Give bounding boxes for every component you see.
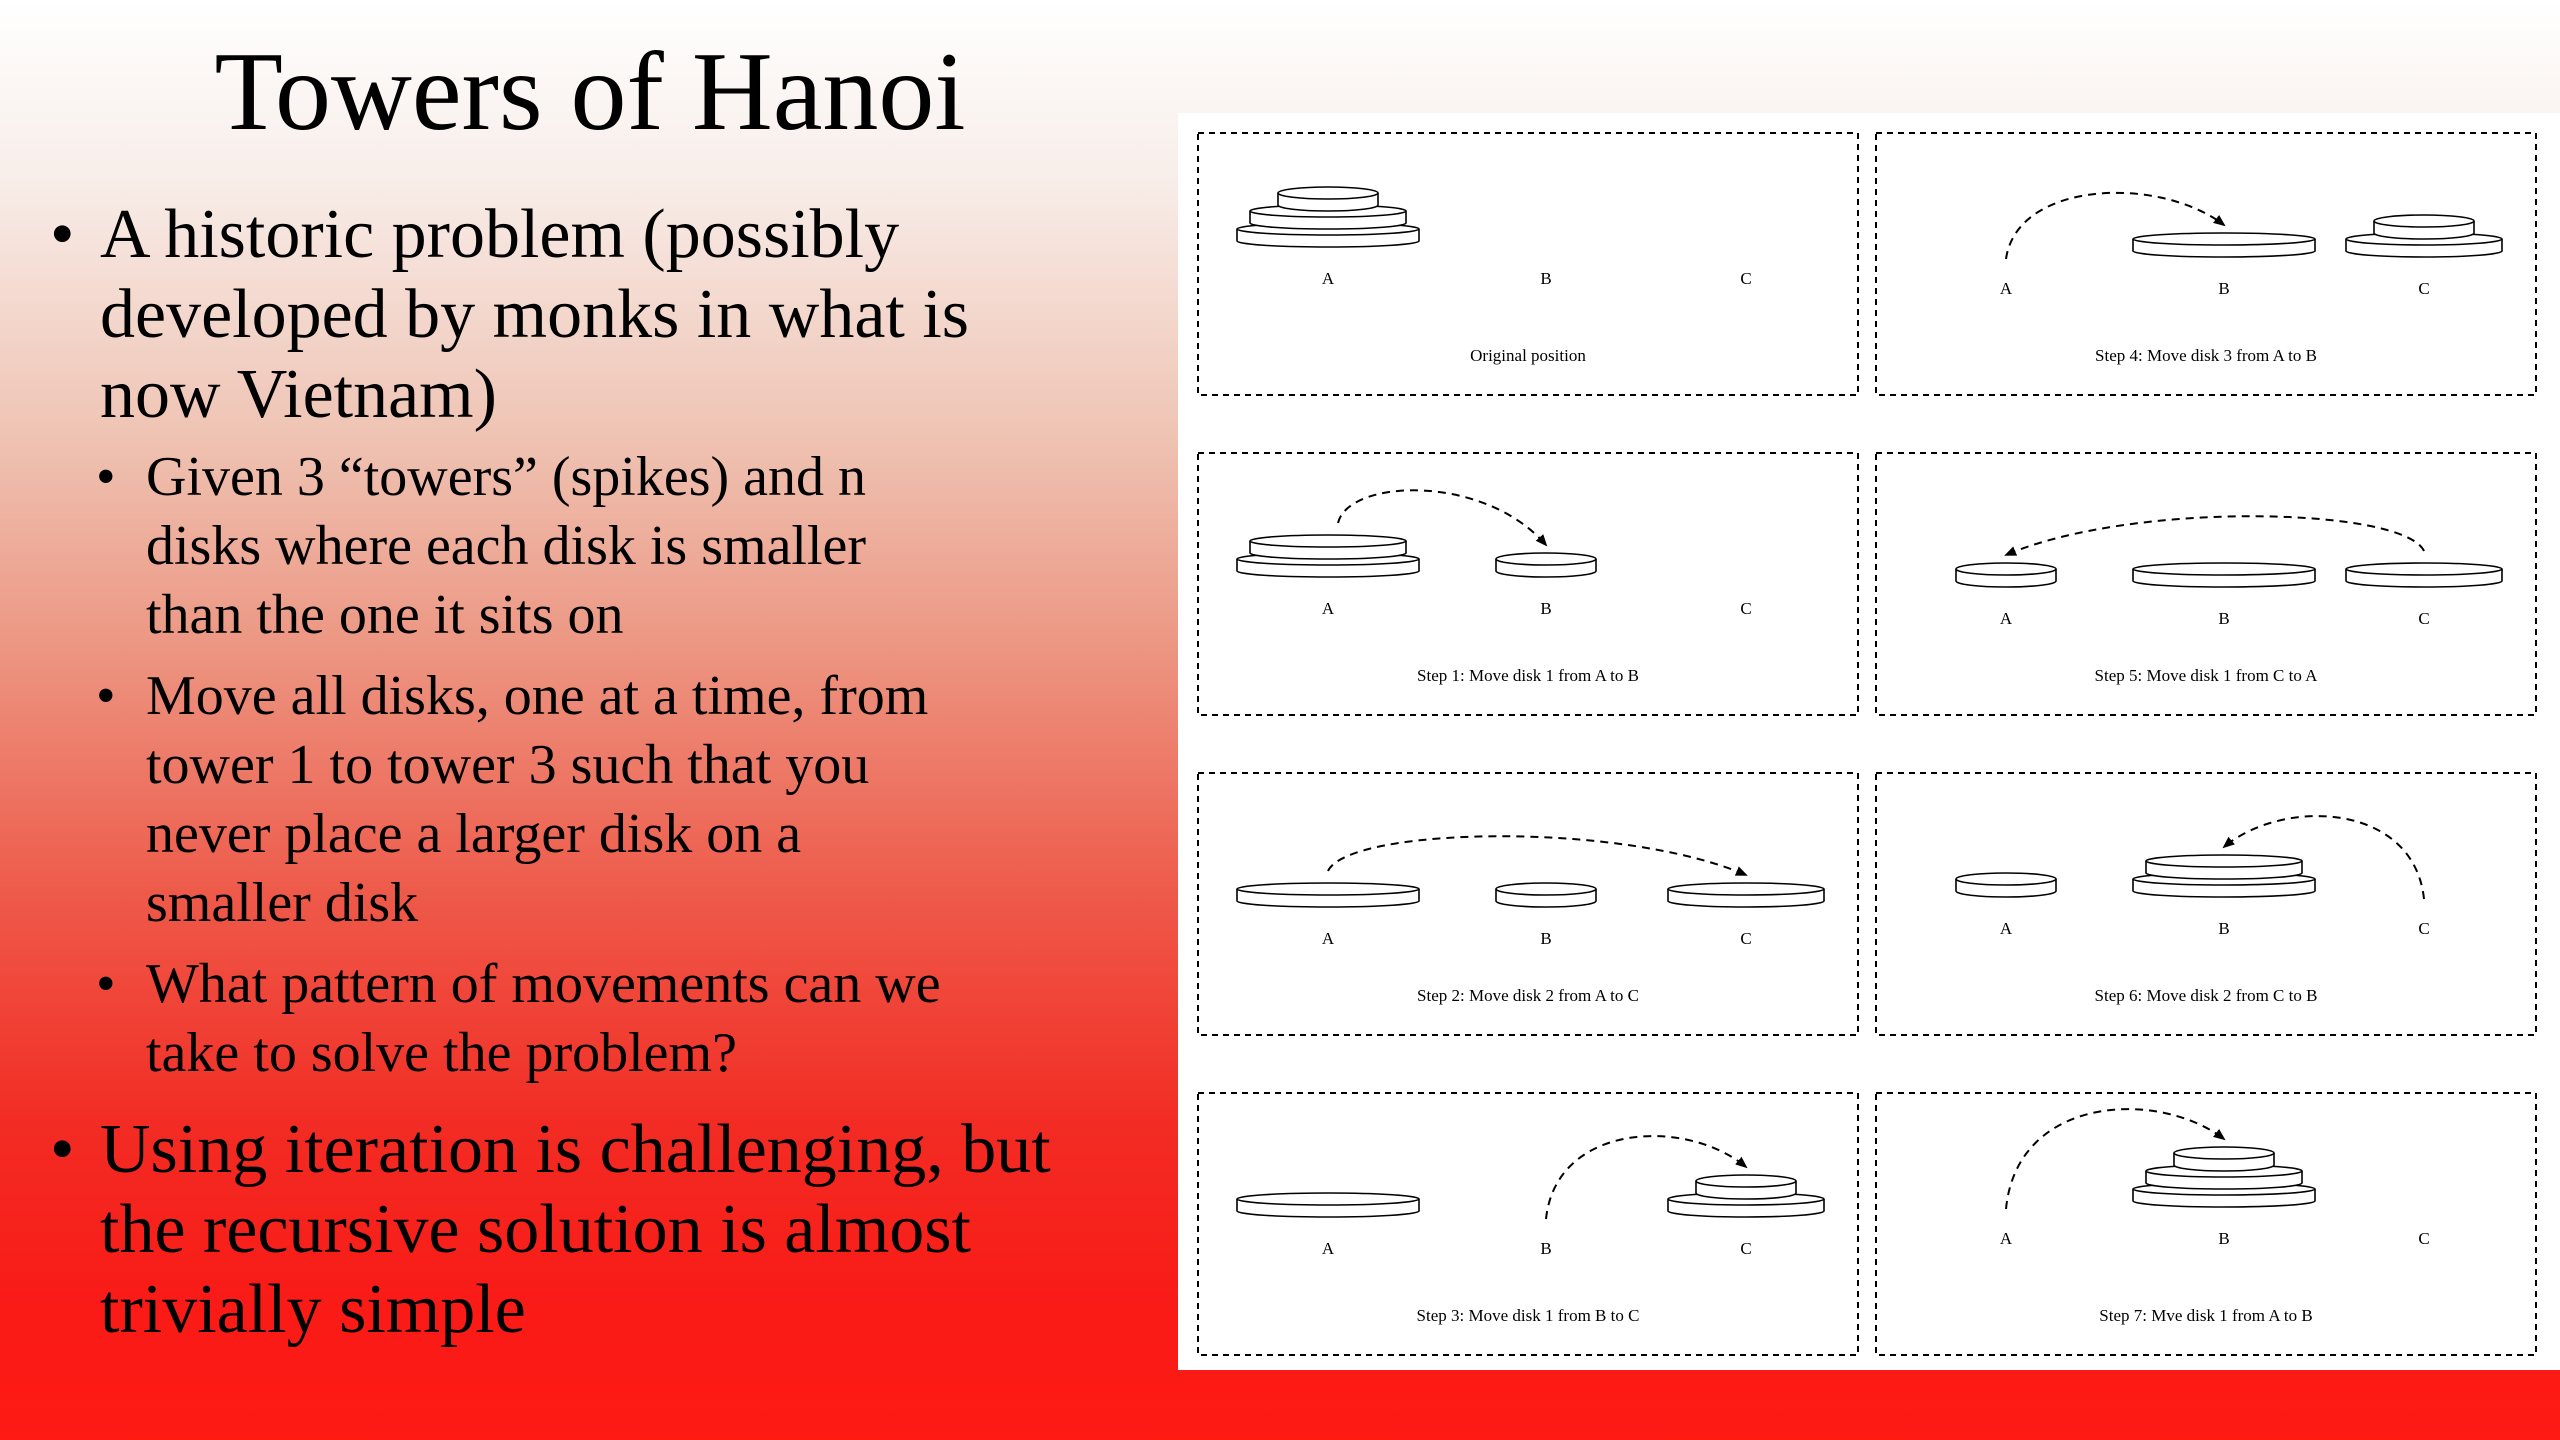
bullet-dot: •: [50, 1111, 75, 1188]
slide-title: Towers of Hanoi: [214, 30, 966, 154]
disk-top: [2133, 233, 2315, 245]
bullet-history: [50, 195, 1140, 435]
subbullet-line: What pattern of movements can we: [146, 953, 941, 1015]
tower-label: C: [1740, 599, 1752, 618]
disk-top: [1956, 873, 2056, 885]
subbullet-dot: •: [96, 953, 116, 1015]
disk-top: [2133, 563, 2315, 575]
subbullet-line: smaller disk: [146, 872, 419, 934]
subbullet-move: [50, 662, 1140, 938]
tower-label: A: [1999, 279, 2013, 298]
bullet-line: Using iteration is challenging, but: [100, 1111, 1051, 1188]
tower-label: C: [1740, 1239, 1752, 1258]
hanoi-diagram: [1178, 113, 2560, 1370]
bullet-recursion: [50, 1110, 1140, 1350]
subbullet-pattern: [50, 950, 1140, 1088]
disk-top: [1496, 883, 1596, 895]
tower-label: C: [2418, 279, 2430, 298]
subbullet-given: [50, 443, 1140, 650]
disk-top: [1237, 1193, 1419, 1205]
bullet-line: trivially simple: [100, 1271, 526, 1348]
tower-label: A: [1321, 269, 1335, 288]
disk-top: [1696, 1175, 1796, 1187]
bullet-dot: •: [50, 196, 75, 273]
panel-caption: Step 3: Move disk 1 from B to C: [1416, 1306, 1640, 1325]
hanoi-panel: [1198, 133, 1858, 395]
tower-label: B: [1540, 269, 1552, 288]
hanoi-panel: [1876, 453, 2536, 715]
bullet-line: developed by monks in what is: [100, 276, 970, 353]
panel-caption: Step 5: Move disk 1 from C to A: [2094, 666, 2318, 685]
bullet-list: [50, 195, 1140, 1350]
hanoi-panel: [1198, 453, 1858, 715]
subbullet-line: disks where each disk is smaller: [146, 515, 867, 577]
tower-label: C: [2418, 919, 2430, 938]
panel-caption: Step 7: Mve disk 1 from A to B: [2099, 1306, 2313, 1325]
tower-label: C: [1740, 269, 1752, 288]
tower-label: B: [2218, 279, 2230, 298]
panel-caption: Step 6: Move disk 2 from C to B: [2094, 986, 2318, 1005]
subbullet-line: take to solve the problem?: [146, 1022, 737, 1084]
disk-top: [2146, 855, 2302, 867]
hanoi-panel: [1876, 773, 2536, 1035]
subbullet-line: than the one it sits on: [146, 584, 624, 646]
tower-label: A: [1321, 599, 1335, 618]
hanoi-panel: [1198, 1093, 1858, 1355]
subbullet-dot: •: [96, 665, 116, 727]
tower-label: B: [2218, 919, 2230, 938]
hanoi-panel: [1876, 133, 2536, 395]
disk-top: [1496, 553, 1596, 565]
disk-top: [1250, 535, 1406, 547]
disk-top: [2174, 1147, 2274, 1159]
tower-label: B: [2218, 1229, 2230, 1248]
subbullet-line: Move all disks, one at a time, from: [146, 665, 929, 727]
subbullet-line: never place a larger disk on a: [146, 803, 802, 865]
disk-top: [2346, 563, 2502, 575]
tower-label: A: [1999, 919, 2013, 938]
panel-caption: Step 1: Move disk 1 from A to B: [1417, 666, 1639, 685]
disk-top: [1278, 187, 1378, 199]
hanoi-panel: [1198, 773, 1858, 1035]
tower-label: A: [1999, 609, 2013, 628]
panel-caption: Original position: [1470, 346, 1586, 365]
hanoi-diagram-svg: [1178, 113, 2560, 1370]
bullet-line: A historic problem (possibly: [100, 196, 900, 273]
bullet-line: now Vietnam): [100, 356, 497, 433]
subbullet-line: Given 3 “towers” (spikes) and n: [146, 446, 867, 508]
disk-top: [1956, 563, 2056, 575]
tower-label: B: [1540, 929, 1552, 948]
tower-label: A: [1321, 929, 1335, 948]
bullet-line: the recursive solution is almost: [100, 1191, 971, 1268]
tower-label: C: [2418, 609, 2430, 628]
tower-label: A: [1999, 1229, 2013, 1248]
tower-label: A: [1321, 1239, 1335, 1258]
tower-label: B: [2218, 609, 2230, 628]
tower-label: B: [1540, 599, 1552, 618]
tower-label: C: [1740, 929, 1752, 948]
subbullet-line: tower 1 to tower 3 such that you: [146, 734, 870, 796]
disk-top: [1237, 883, 1419, 895]
subbullet-dot: •: [96, 446, 116, 508]
panel-caption: Step 2: Move disk 2 from A to C: [1417, 986, 1639, 1005]
tower-label: B: [1540, 1239, 1552, 1258]
panel-caption: Step 4: Move disk 3 from A to B: [2095, 346, 2317, 365]
hanoi-panel: [1876, 1093, 2536, 1355]
tower-label: C: [2418, 1229, 2430, 1248]
disk-top: [1668, 883, 1824, 895]
disk-top: [2374, 215, 2474, 227]
